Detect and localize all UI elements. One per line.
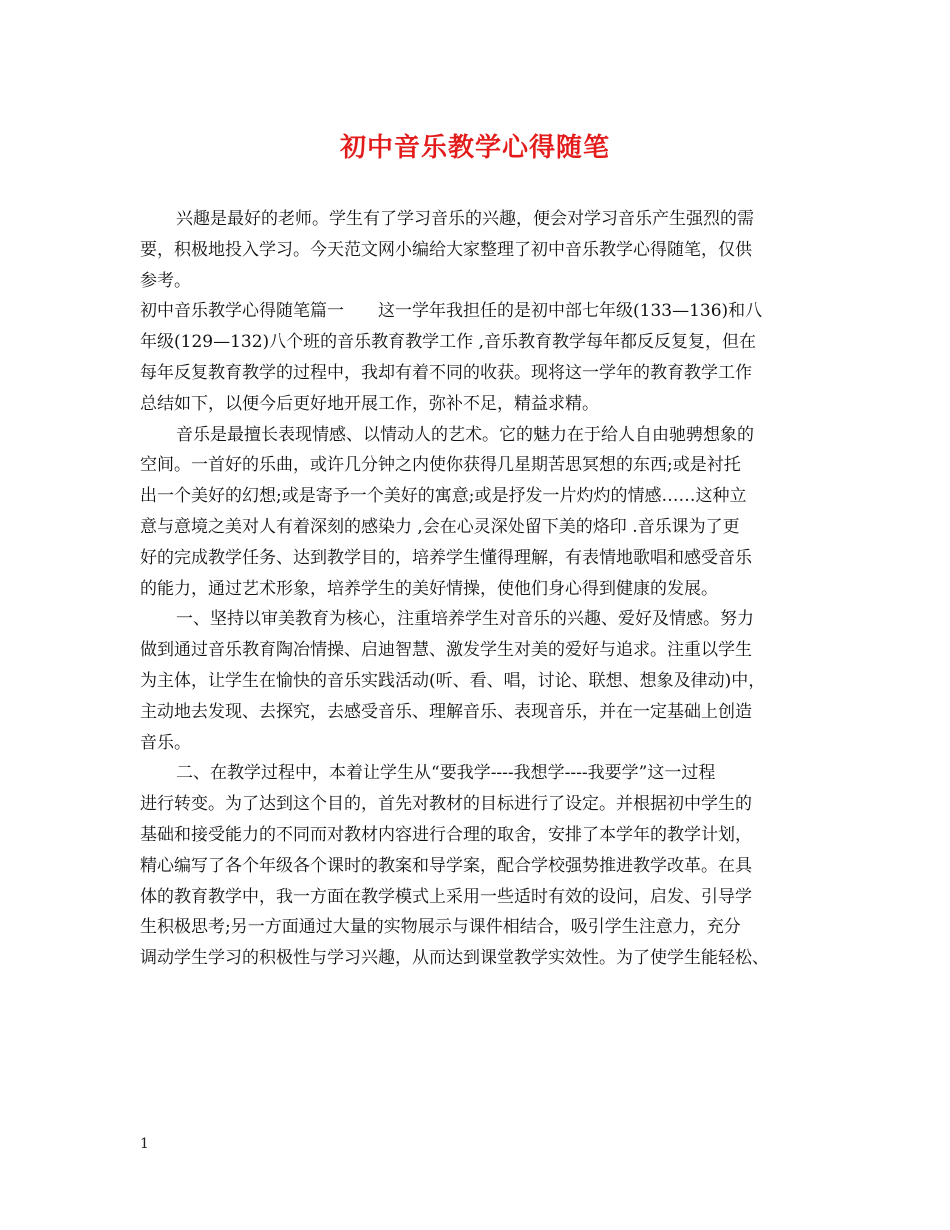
text-line: 总结如下，以便今后更好地开展工作，弥补不足，精益求精。 xyxy=(140,393,599,414)
text-line: 出一个美好的幻想;或是寄予一个美好的寓意;或是抒发一片灼灼的情感……这种立 xyxy=(140,486,747,507)
text-line: 初中音乐教学心得随笔篇一 这一学年我担任的是初中部七年级(133—136)和八 xyxy=(140,301,763,322)
text-line: 年级(129—132)八个班的音乐教育教学工作 ,音乐教育教学每年都反反复复，但在 xyxy=(140,332,756,353)
text-line: 调动学生学习的积极性与学习兴趣，从而达到课堂教学实效性。为了使学生能轻松、 xyxy=(140,948,769,969)
text-line: 主动地去发现、去探究，去感受音乐、理解音乐、表现音乐，并在一定基础上创造 xyxy=(140,701,752,722)
text-line: 二、在教学过程中，本着让学生从“要我学----我想学----我要学”这一过程 xyxy=(176,763,716,784)
text-line: 音乐。 xyxy=(140,732,191,753)
page-number: 1 xyxy=(140,1136,149,1152)
text-line: 的能力，通过艺术形象，培养学生的美好情操，使他们身心得到健康的发展。 xyxy=(140,578,718,599)
document-body xyxy=(140,204,812,974)
text-line: 做到通过音乐教育陶冶情操、启迪智慧、激发学生对美的爱好与追求。注重以学生 xyxy=(140,640,752,661)
text-line: 意与意境之美对人有着深刻的感染力 ,会在心灵深处留下美的烙印 .音乐课为了更 xyxy=(140,516,740,537)
document-title: 初中音乐教学心得随笔 xyxy=(339,133,610,163)
text-line: 一、坚持以审美教育为核心，注重培养学生对音乐的兴趣、爱好及情感。努力 xyxy=(176,609,754,630)
text-line: 精心编写了各个年级各个课时的教案和导学案，配合学校强势推进教学改革。在具 xyxy=(140,855,752,876)
text-line: 参考。 xyxy=(140,270,191,291)
text-line: 好的完成教学任务、达到教学目的，培养学生懂得理解，有表情地歌唱和感受音乐 xyxy=(140,547,752,568)
text-line: 生积极思考;另一方面通过大量的实物展示与课件相结合，吸引学生注意力，充分 xyxy=(140,917,741,938)
text-line: 空间。一首好的乐曲，或许几分钟之内使你获得几星期苦思冥想的东西;或是衬托 xyxy=(140,455,741,476)
text-line: 要，积极地投入学习。今天范文网小编给大家整理了初中音乐教学心得随笔，仅供 xyxy=(140,239,752,260)
text-line: 音乐是最擅长表现情感、以情动人的艺术。它的魅力在于给人自由驰骋想象的 xyxy=(176,424,754,445)
text-line: 进行转变。为了达到这个目的，首先对教材的目标进行了设定。并根据初中学生的 xyxy=(140,794,752,815)
text-line: 基础和接受能力的不同而对教材内容进行合理的取舍，安排了本学年的教学计划， xyxy=(140,824,752,845)
text-line: 为主体，让学生在愉快的音乐实践活动(听、看、唱，讨论、联想、想象及律动)中， xyxy=(140,670,766,691)
text-line: 体的教育教学中，我一方面在教学模式上采用一些适时有效的设问，启发、引导学 xyxy=(140,886,752,907)
text-line: 每年反复教育教学的过程中，我却有着不同的收获。现将这一学年的教育教学工作 xyxy=(140,362,752,383)
text-line: 兴趣是最好的老师。学生有了学习音乐的兴趣，便会对学习音乐产生强烈的需 xyxy=(176,209,754,229)
